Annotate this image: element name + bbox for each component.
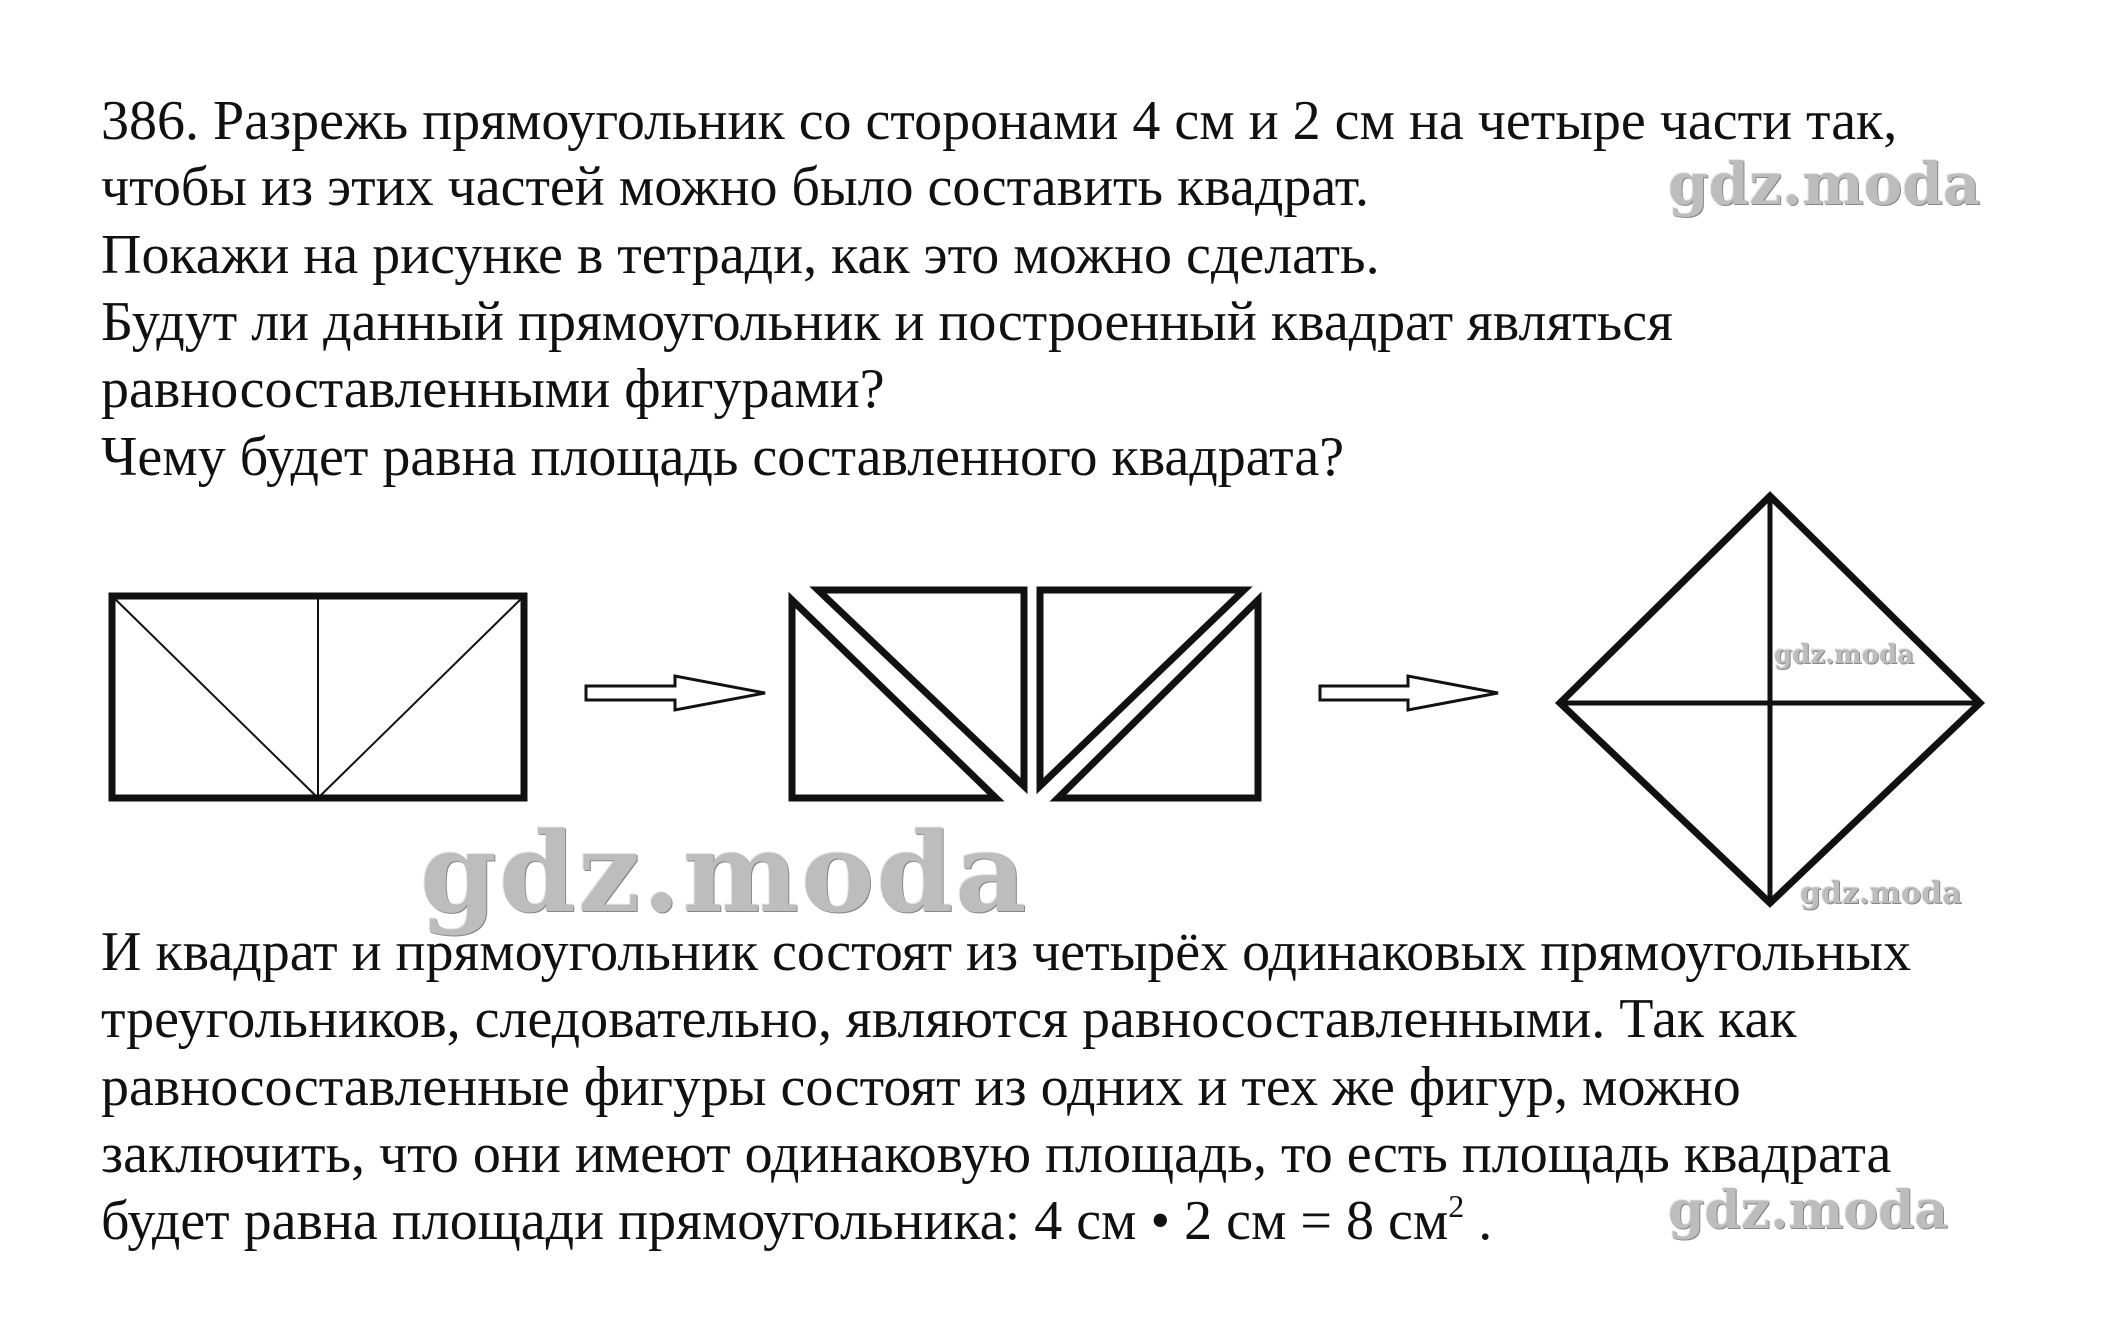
triangle-1: [792, 600, 996, 798]
answer-line-4: заключить, что они имеют одинаковую площадь, то есть площадь квадрата: [101, 1123, 1892, 1185]
answer-line-2: треугольников, следовательно, являются равносоставленными. Так как: [101, 988, 1797, 1050]
watermark-square-bottom: gdz.moda: [1800, 876, 1962, 911]
watermark-square-inner: gdz.moda: [1774, 640, 1915, 670]
watermark-bottom: gdz.moda: [1668, 1180, 1949, 1241]
arrow-right-2: [1320, 676, 1498, 710]
arrow-right-1: [586, 676, 765, 710]
triangle-4: [1058, 600, 1258, 798]
answer-line-1: И квадрат и прямоугольник состоят из четырёх одинаковых прямоугольных: [101, 921, 1912, 983]
superscript-2: 2: [1448, 1188, 1465, 1224]
task-line-2: чтобы из этих частей можно было составить квадрат.: [101, 156, 1369, 218]
triangle-3: [1040, 590, 1244, 786]
answer-line-5-text: будет равна площади прямоугольника: 4 см • 2 см = 8 см: [101, 1190, 1449, 1252]
task-line-6: Чему будет равна площадь составленного квадрата?: [101, 426, 1345, 488]
answer-line-3: равносоставленные фигуры состоят из одних и тех же фигур, можно: [101, 1056, 1741, 1118]
answer-line-5-end: .: [1464, 1190, 1493, 1252]
task-line-3: Покажи на рисунке в тетради, как это можно сделать.: [101, 224, 1380, 286]
task-line-5: равносоставленными фигурами?: [101, 358, 885, 420]
task-line-4: Будут ли данный прямоугольник и построенный квадрат являться: [101, 291, 1673, 353]
rectangle-diag-right: [318, 596, 524, 798]
task-line-1: 386. Разрежь прямоугольник со сторонами 4 см и 2 см на четыре части так,: [101, 90, 1898, 152]
watermark-large: gdz.moda: [420, 808, 1029, 937]
watermark-top: gdz.moda: [1668, 150, 1981, 218]
answer-line-5: [101, 1188, 1492, 1254]
triangle-2: [818, 590, 1024, 786]
rectangle-diag-left: [112, 596, 318, 798]
